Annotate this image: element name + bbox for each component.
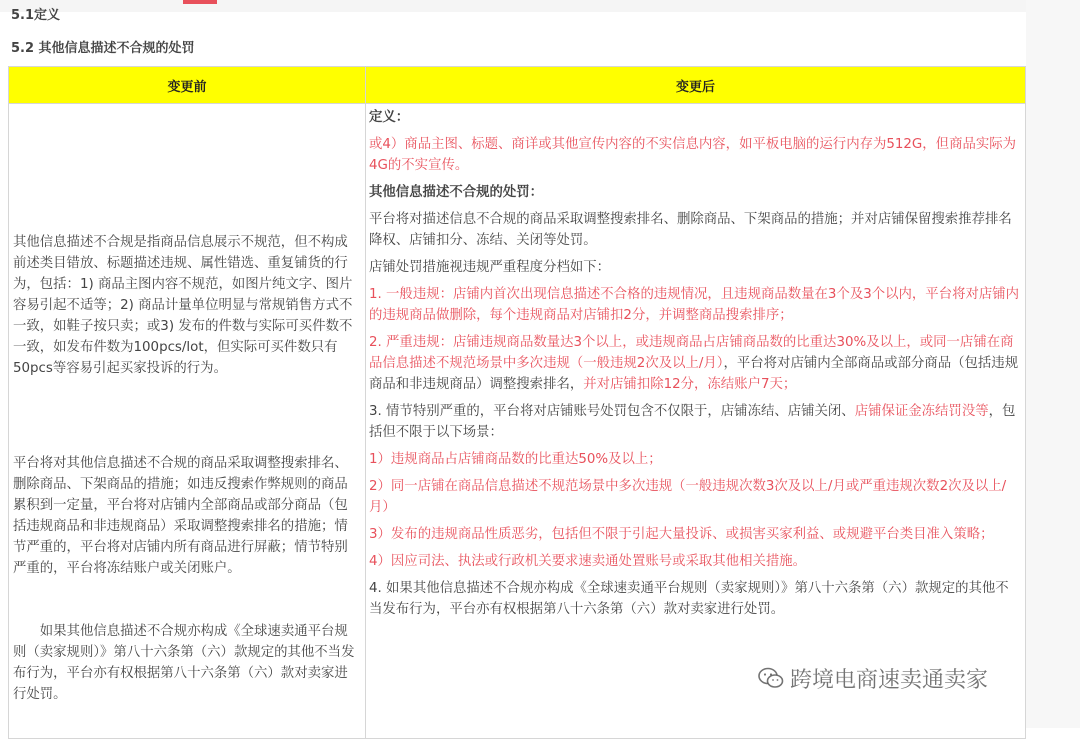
watermark: [758, 664, 988, 692]
after-definition-text: 或4）商品主图、标题、商详或其他宣传内容的不实信息内容，如平板电脑的运行内存为512G，但商品实际为4G的不实宣传。: [369, 137, 1017, 173]
table-header-row: [9, 67, 1026, 104]
top-bar: [0, 0, 1080, 12]
level-2-part-a: 2. 严重违规：店铺违规商品数量达3个以上，或违规商品占店铺商品数的比重达30%及以上，或同一店铺在商品信息描述不规范场景中多次违规（一般违规2次及以上/月）: [369, 335, 1014, 371]
level-2-part-c: 并对店铺扣除12分，冻结账户7天；: [583, 377, 797, 392]
header-after: 变更后: [366, 67, 1026, 104]
table-row: [9, 104, 1026, 739]
level-3-part-c: ，包括但不限于以下场景：: [369, 404, 1016, 440]
after-grading-intro: 店铺处罚措施视违规严重程度分档如下：: [369, 260, 611, 275]
after-cell: [366, 104, 1026, 739]
wechat-icon: [758, 667, 784, 689]
after-level-3: [369, 401, 1021, 443]
before-other-rule: 如果其他信息描述不合规亦构成《全球速卖通平台规则（卖家规则）》第八十六条第（六）款规定的其他不当发布行为，平台亦有权根据第八十六条第（六）款对卖家进行处罚。: [13, 624, 355, 702]
section-heading-5-1: 5.1定义: [11, 8, 61, 23]
level-2-part-b: ，平台将对店铺内全部商品或部分商品（包括违规商品和非违规商品）调整搜索排名，: [369, 356, 1019, 392]
after-penalty-title: 其他信息描述不合规的处罚：: [369, 185, 544, 200]
after-level-1: 1. 一般违规：店铺内首次出现信息描述不合格的违规情况，且违规商品数量在3个及3个以内，平台将对店铺内的违规商品做删除，每个违规商品对店铺扣2分，并调整商品搜索排序；: [369, 287, 1020, 323]
after-case-4: 4）因应司法、执法或行政机关要求速卖通处置账号或采取其他相关措施。: [369, 554, 807, 569]
before-penalty: 平台将对其他信息描述不合规的商品采取调整搜索排名、删除商品、下架商品的措施；如违反搜索作弊规则的商品累积到一定量，平台将对店铺内全部商品或部分商品（包括违规商品和非违规商品）采取调整搜索排名的措施；情节严重的，平台将对店铺内所有商品进行屏蔽；情节特别严重的，平台将冻结账户或关闭账户。: [13, 456, 348, 576]
watermark-text: 跨境电商速卖通卖家: [790, 667, 989, 693]
section-heading-5-2: 5.2 其他信息描述不合规的处罚: [11, 41, 195, 56]
after-case-3: 3）发布的违规商品性质恶劣，包括但不限于引起大量投诉、或损害买家利益、或规避平台类目准入策略；: [369, 527, 994, 542]
right-margin: [1026, 0, 1080, 728]
after-case-1: 1）违规商品占店铺商品数的比重达50%及以上；: [369, 452, 662, 467]
after-case-2: 2）同一店铺在商品信息描述不规范场景中多次违规（一般违规次数3次及以上/月或严重违规次数2次及以上/月）: [369, 479, 1007, 515]
before-definition: 其他信息描述不合规是指商品信息展示不规范，但不构成前述类目错放、标题描述违规、属性错选、重复铺货的行为，包括：1) 商品主图内容不规范，如图片纯文字、图片容易引起不适等；2) 商品计量单位明显与常规销售方式不一致，如鞋子按只卖；或3) 发布的件数与实际可买件数不一致，如发布件数为100pcs/lot，但实际可买件数只有50pcs等容易引起买家投诉的行为。: [13, 235, 353, 376]
before-cell: [9, 104, 366, 739]
after-definition-title: 定义：: [369, 110, 410, 125]
comparison-table: [8, 66, 1026, 739]
after-penalty-text: 平台将对描述信息不合规的商品采取调整搜索排名、删除商品、下架商品的措施；并对店铺保留搜索推荐排名降权、店铺扣分、冻结、关闭等处罚。: [369, 212, 1012, 248]
level-3-part-a: 3. 情节特别严重的，平台将对店铺账号处罚包含不仅限于，店铺冻结、店铺关闭、: [369, 404, 855, 419]
active-tab-indicator: [183, 0, 217, 4]
header-before: 变更前: [9, 67, 366, 104]
after-level-2: [369, 332, 1021, 395]
after-level-4: 4. 如果其他信息描述不合规亦构成《全球速卖通平台规则（卖家规则）》第八十六条第（六）款规定的其他不当发布行为，平台亦有权根据第八十六条第（六）款对卖家进行处罚。: [369, 581, 1009, 617]
level-3-part-b: 店铺保证金冻结罚没等: [854, 404, 989, 419]
